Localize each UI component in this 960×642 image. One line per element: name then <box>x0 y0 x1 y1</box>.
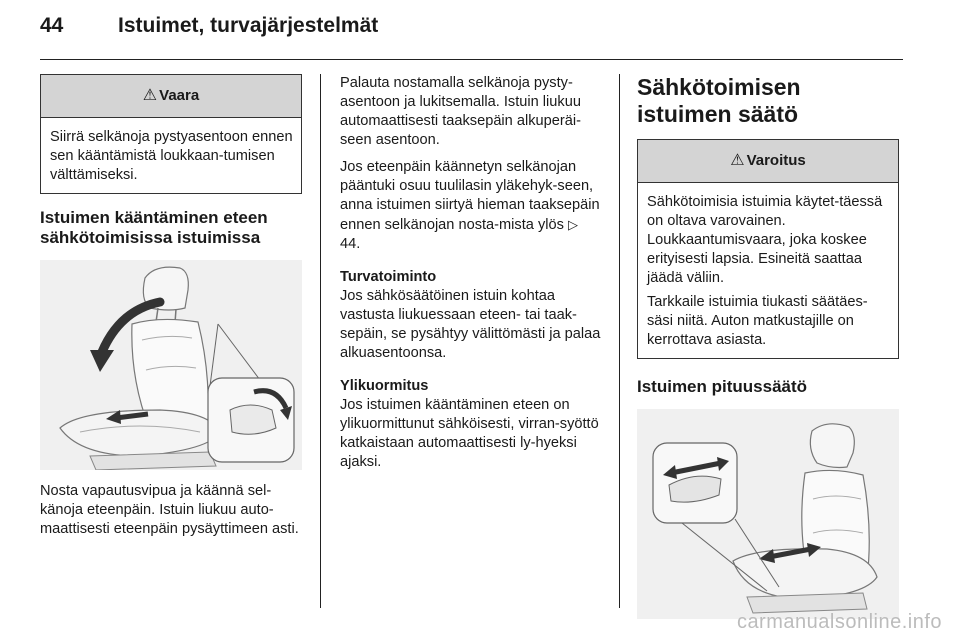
column-divider-2 <box>619 74 620 608</box>
seat-fold-drawing <box>40 260 302 470</box>
page-number: 44 <box>40 14 64 37</box>
danger-title-text: Vaara <box>159 87 200 104</box>
caution-box-body <box>638 183 898 358</box>
warning-triangle-icon: ⚠ <box>730 152 745 169</box>
caution-box <box>637 139 899 359</box>
electric-seat-heading: Sähkötoimisen istuimen säätö <box>637 74 801 127</box>
column-1 <box>40 74 302 547</box>
caution-text-2: Tarkkaile istuimia tiukasti säätäes-säsi niitä. Auton matkustajille on kerrottava asiasta. <box>647 294 868 348</box>
headrest-text: Jos eteenpäin käännetyn selkänojan pääntuki osuu tuulilasin yläkehyk-seen, anna istuimen siirtyä hieman taaksepäin ennen selkänojan nosta-mista ylös <box>340 159 600 233</box>
seat-slide-drawing <box>637 409 899 619</box>
watermark: carmanualsonline.info <box>736 611 942 633</box>
danger-box-body <box>41 118 301 193</box>
safety-lead: Turvatoiminto <box>340 269 437 285</box>
header-rule <box>40 59 903 60</box>
headrest-paragraph <box>340 158 602 254</box>
overload-text: Jos istuimen kääntäminen eteen on ylikuormittunut sähköisesti, virran-syöttö katkaistaan automaattisesti ly-hyeksi ajaksi. <box>340 397 599 470</box>
page-reference-link[interactable]: 44. <box>340 236 361 252</box>
danger-text: Siirrä selkänoja pystyasentoon ennen sen kääntämistä loukkaan-tumisen välttämiseksi. <box>50 129 293 183</box>
overload-lead: Ylikuormitus <box>340 378 429 394</box>
column-2 <box>340 74 602 480</box>
page-reference-arrow-icon: ▷ <box>567 217 578 232</box>
column-3 <box>637 74 899 619</box>
caution-title-text: Varoitus <box>746 152 806 169</box>
seat-slide-illustration <box>637 409 899 619</box>
page-header <box>40 14 378 38</box>
warning-triangle-icon: ⚠ <box>142 87 158 104</box>
section-heading-fold-forward: Istuimen kääntäminen eteen sähkötoimisissa istuimissa <box>40 208 268 247</box>
caution-text-1: Sähkötoimisia istuimia käytet-täessä on oltava varovainen. Loukkaantumisvaara, joka koskee erityisesti lapsia. Esineitä saattaa jäädä väliin. <box>647 194 883 286</box>
restore-paragraph: Palauta nostamalla selkänoja pysty-asentoon ja lukitsemalla. Istuin liukuu automaattisesti taaksepäin alkuperäi-seen asentoon. <box>340 75 581 148</box>
caution-box-title <box>638 140 898 183</box>
safety-text: Jos sähkösäätöinen istuin kohtaa vastusta liukuessaan eteen- tai taak-sepäin, se pysähtyy välittömästi ja palaa alkuasentoonsa. <box>340 288 601 361</box>
longitudinal-heading: Istuimen pituussäätö <box>637 377 808 396</box>
column-divider-1 <box>320 74 321 608</box>
fold-caption: Nosta vapautusvipua ja käännä sel-känoja eteenpäin. Istuin liukuu auto-maattisesti eteenpäin pysäyttimeen asti. <box>40 483 299 537</box>
danger-box <box>40 74 302 194</box>
seat-fold-illustration <box>40 260 302 470</box>
danger-box-title <box>41 75 301 118</box>
section-title: Istuimet, turvajärjestelmät <box>118 14 379 37</box>
